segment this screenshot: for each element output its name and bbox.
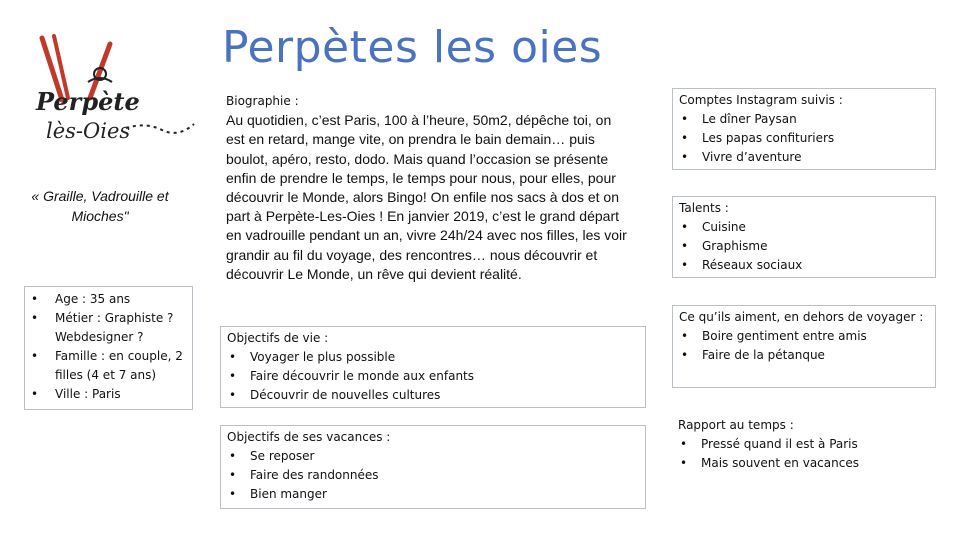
list-item: • Cuisine	[679, 218, 929, 237]
list-item: • Graphisme	[679, 237, 929, 256]
likes-box	[672, 305, 936, 388]
list-item: • Les papas confituriers	[679, 129, 929, 148]
list-item: • Boire gentiment entre amis	[679, 327, 929, 346]
talents-heading: Talents :	[679, 201, 729, 215]
vacation-goals-box	[220, 425, 646, 509]
motto-quote: « Graille, Vadrouille et Mioches"	[31, 188, 169, 224]
list-item: • Découvrir de nouvelles cultures	[227, 386, 639, 405]
page-title: Perpètes les oies	[222, 22, 603, 73]
perpete-logo	[28, 30, 198, 155]
list-item: • Se reposer	[227, 447, 639, 466]
list-item: • Bien manger	[227, 485, 639, 504]
list-item: • Pressé quand il est à Paris	[678, 435, 930, 454]
list-item: • Faire découvrir le monde aux enfants	[227, 367, 639, 386]
biography-heading: Biographie :	[226, 94, 299, 108]
list-item: • Faire de la pétanque	[679, 346, 929, 365]
instagram-box	[672, 88, 936, 170]
time-relation-box	[672, 414, 936, 478]
list-item: • Métier : Graphiste ? Webdesigner ?	[31, 309, 188, 347]
personal-info-box	[24, 286, 193, 410]
personal-info-list	[31, 290, 188, 404]
likes-heading: Ce qu’ils aiment, en dehors de voyager :	[679, 310, 924, 324]
list-item: • Réseaux sociaux	[679, 256, 929, 275]
life-goals-box	[220, 326, 646, 408]
biography-text: Au quotidien, c’est Paris, 100 à l’heure, 50m2, dépêche toi, on est en retard, mange vite, on prendra le bain demain… puis boulot, apéro, resto, dodo. Mais quand l’occasion se présente enfin de prendre le temps, le temps pour nous, pour elles, pour découvrir le Monde, alors Bingo! On enfile nos sacs à dos et on part à Perpète-Les-Oies ! En janvier 2019, c’est le grand départ en vadrouille pendant un an, vivre 24h/24 avec nos filles, les voir grandir au fil du voyage, des rencontres… nous découvrir et découvrir Le Monde, un rêve qui devient réalité.	[226, 112, 627, 282]
list-item: • Le dîner Paysan	[679, 110, 929, 129]
list-item: • Vivre d’aventure	[679, 148, 929, 167]
life-goals-heading: Objectifs de vie :	[227, 331, 329, 345]
vacation-goals-heading: Objectifs de ses vacances :	[227, 430, 391, 444]
logo-text-line2: lès-Oies	[46, 119, 131, 143]
list-item: • Faire des randonnées	[227, 466, 639, 485]
talents-box	[672, 196, 936, 278]
list-item: • Mais souvent en vacances	[678, 454, 930, 473]
list-item: • Ville : Paris	[31, 385, 188, 404]
instagram-heading: Comptes Instagram suivis :	[679, 93, 843, 107]
list-item: • Voyager le plus possible	[227, 348, 639, 367]
time-relation-heading: Rapport au temps :	[678, 418, 794, 432]
list-item: • Age : 35 ans	[31, 290, 188, 309]
logo-text-line1: Perpète	[36, 87, 140, 116]
list-item: • Famille : en couple, 2 filles (4 et 7 ans)	[31, 347, 188, 385]
biography-box	[220, 90, 638, 318]
